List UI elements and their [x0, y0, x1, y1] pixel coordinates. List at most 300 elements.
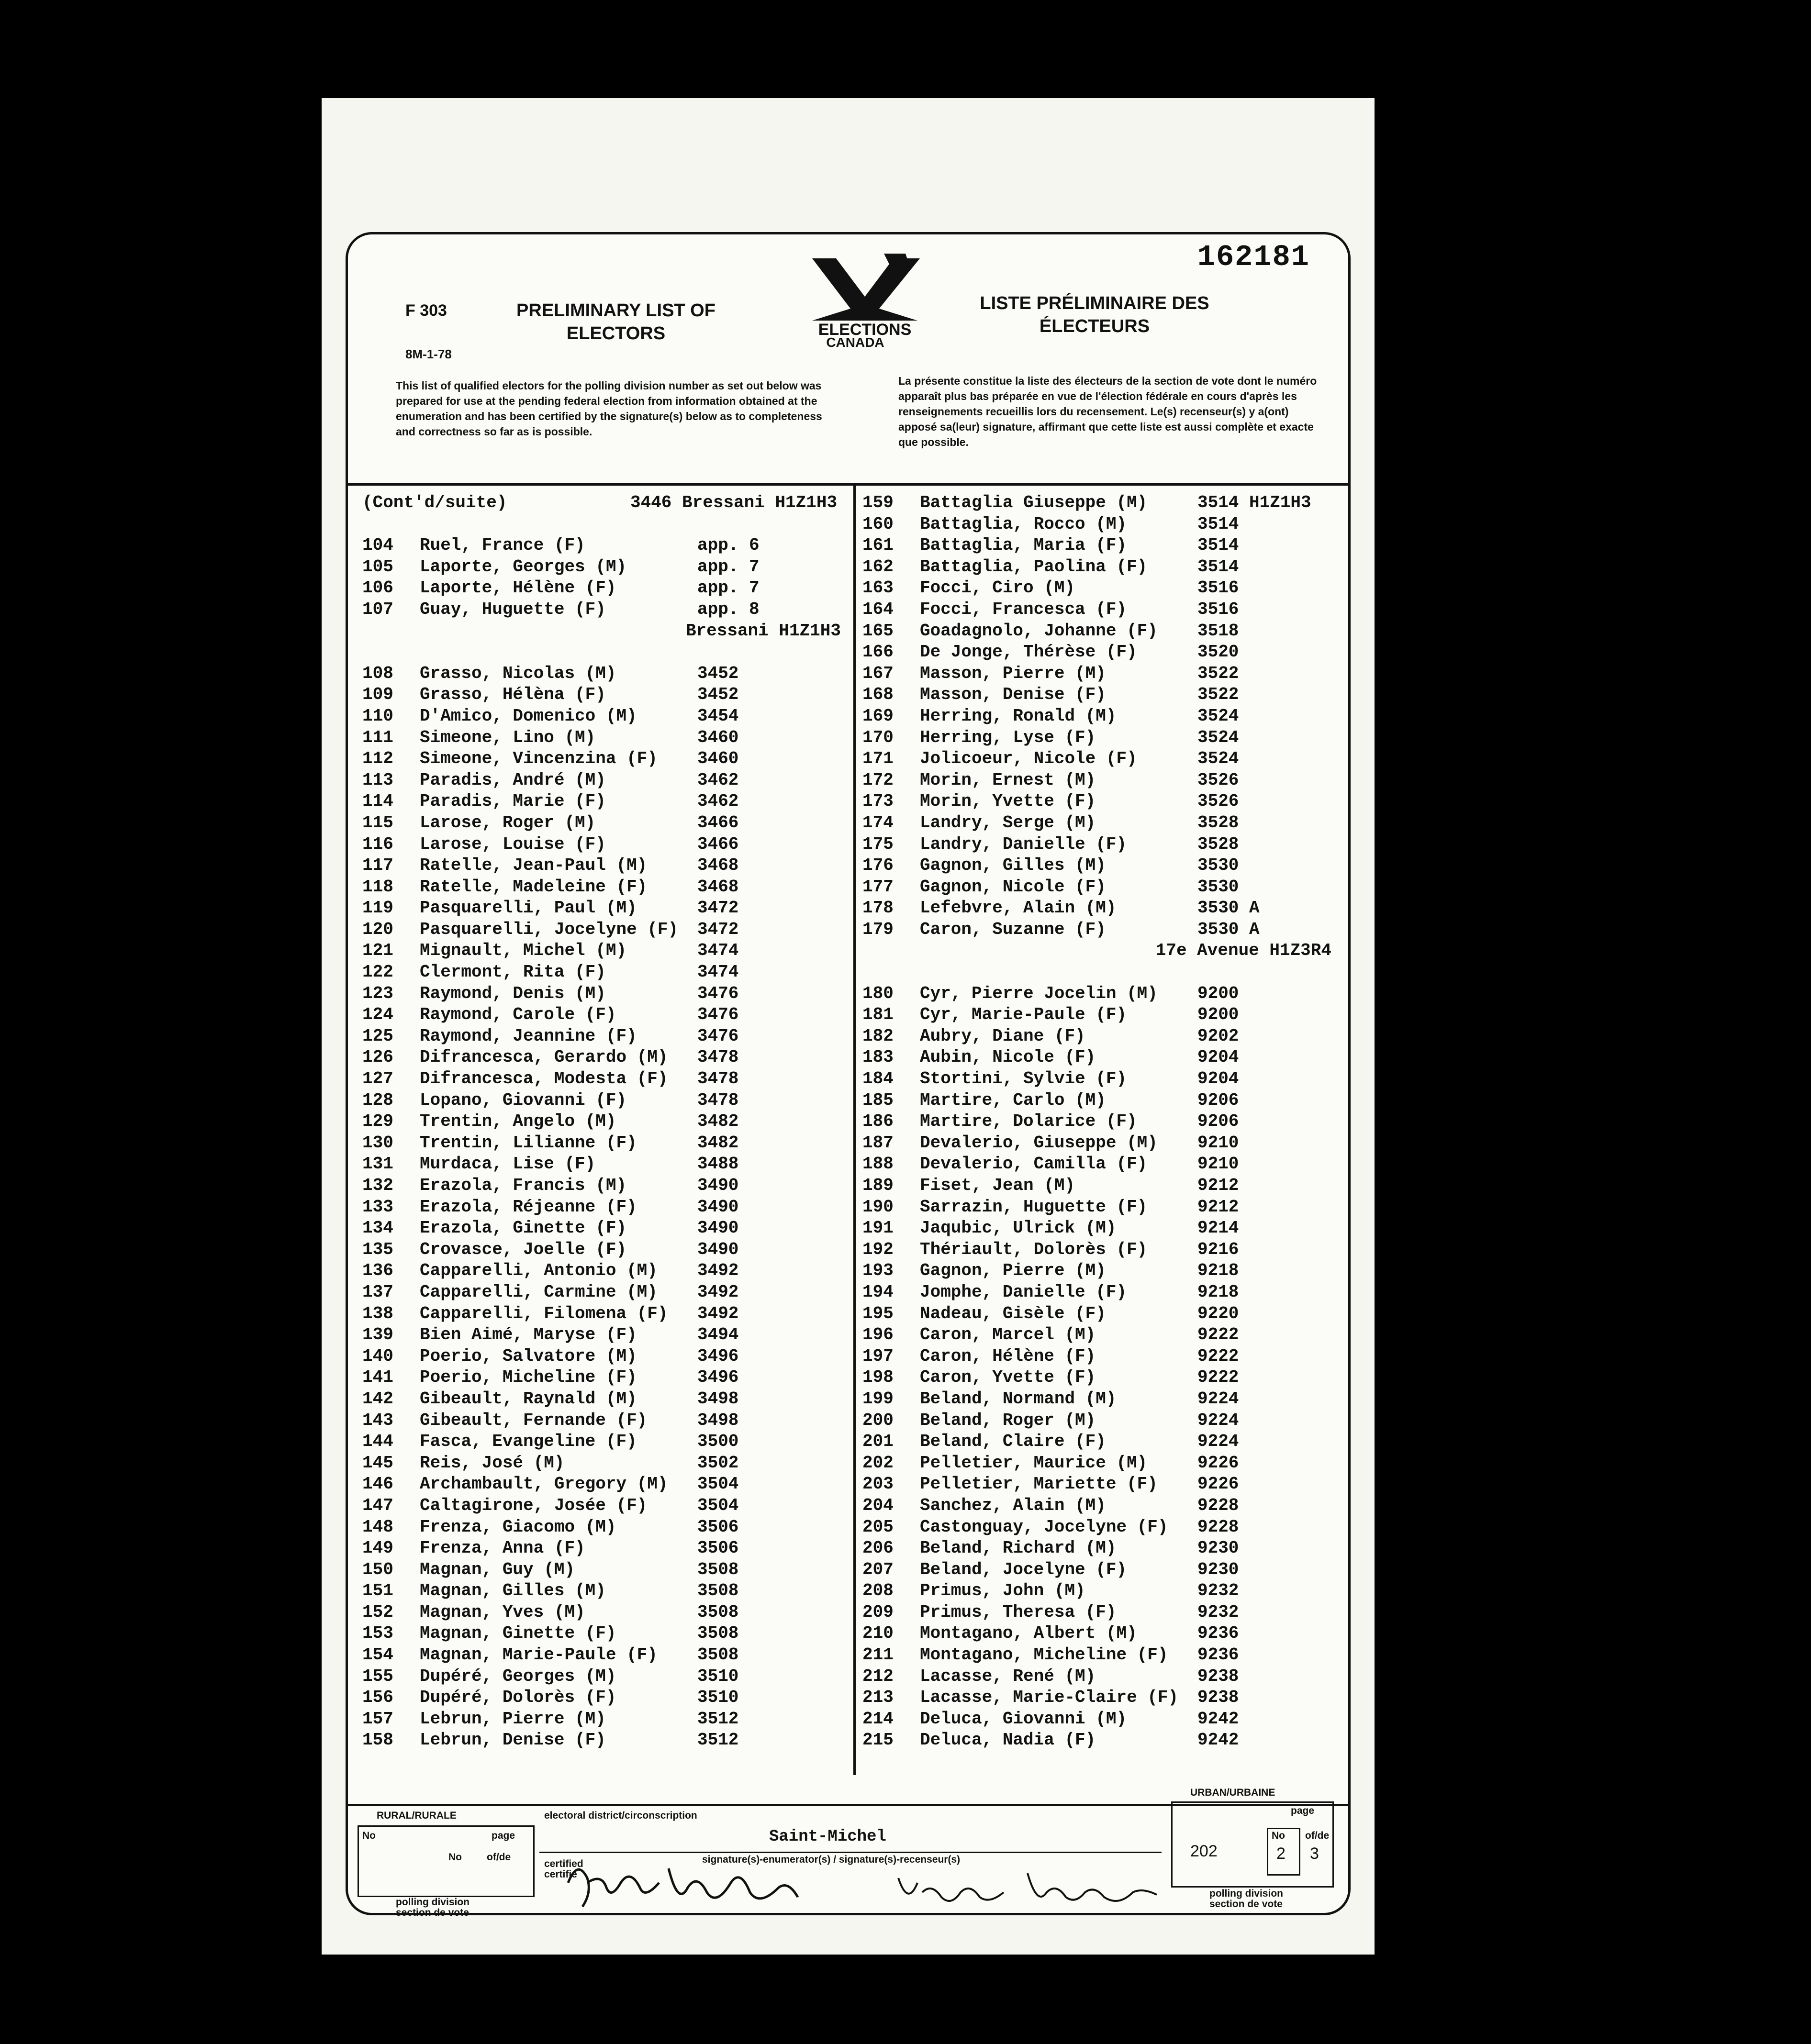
elector-row [362, 813, 850, 834]
elector-number: 195 [862, 1303, 894, 1323]
elector-name: Difrancesca, Modesta (F) [420, 1069, 668, 1089]
elector-address: 3530 A [1197, 919, 1260, 939]
elector-address: 3466 [697, 812, 739, 833]
elector-address: 3498 [697, 1389, 739, 1409]
elector-address: 3530 [1197, 855, 1239, 876]
elector-row [862, 514, 1341, 536]
elector-address: 9228 [1197, 1495, 1239, 1515]
elector-number: 158 [362, 1730, 393, 1750]
elector-name: Magnan, Yves (M) [420, 1602, 585, 1622]
elector-number: 146 [362, 1474, 393, 1494]
elector-row [362, 749, 850, 770]
elector-number: 212 [862, 1666, 894, 1686]
elector-row [862, 1069, 1341, 1090]
elector-number: 159 [862, 493, 894, 512]
elector-number: 140 [362, 1346, 393, 1366]
elector-address: 9232 [1197, 1602, 1239, 1622]
elector-number: 178 [862, 898, 894, 918]
elector-address: 3490 [697, 1197, 739, 1217]
elector-address: 3518 [1197, 621, 1239, 641]
elector-name: Caron, Hélène (F) [920, 1346, 1096, 1366]
elector-number: 206 [862, 1538, 894, 1558]
elector-number: 170 [862, 727, 894, 747]
elector-name: Caron, Marcel (M) [920, 1325, 1096, 1345]
rural-no-label: No [362, 1830, 376, 1841]
continued-label: (Cont'd/suite) [362, 493, 507, 512]
elector-name: Fasca, Evangeline (F) [420, 1432, 637, 1452]
elector-address: 3492 [697, 1303, 739, 1323]
elector-name: Aubin, Nicole (F) [920, 1047, 1096, 1067]
elector-number: 148 [362, 1517, 393, 1537]
elector-name: Devalerio, Giuseppe (M) [920, 1133, 1158, 1153]
elector-row [362, 1623, 850, 1645]
elector-address: 9216 [1197, 1239, 1239, 1259]
elector-name: Simeone, Lino (M) [420, 727, 596, 747]
elector-number: 107 [362, 599, 393, 619]
elector-name: Lefebvre, Alain (M) [920, 898, 1117, 918]
elector-address: 9206 [1197, 1111, 1239, 1132]
elector-name: Beland, Richard (M) [920, 1538, 1117, 1558]
elector-row [862, 834, 1341, 856]
elector-number: 117 [362, 855, 393, 876]
elector-row [862, 1474, 1341, 1496]
elector-name: Pelletier, Maurice (M) [920, 1453, 1148, 1473]
elector-row [362, 1197, 850, 1219]
elector-row [362, 791, 850, 813]
elector-row [362, 962, 850, 984]
elector-name: Grasso, Hélèna (F) [420, 685, 606, 705]
elector-number: 192 [862, 1239, 894, 1259]
elector-name: Larose, Roger (M) [420, 812, 596, 833]
elector-number: 151 [362, 1581, 393, 1601]
elector-name: Morin, Ernest (M) [920, 770, 1096, 790]
elector-row [362, 1517, 850, 1539]
elector-address: 9242 [1197, 1709, 1239, 1729]
elector-row [862, 728, 1341, 749]
elector-row [862, 1176, 1341, 1197]
elector-row [362, 1389, 850, 1411]
elector-name: Magnan, Ginette (F) [420, 1623, 616, 1644]
elector-number: 116 [362, 834, 393, 854]
elector-row [862, 1645, 1341, 1666]
elector-address: 9206 [1197, 1090, 1239, 1110]
elector-address: 3462 [697, 770, 739, 790]
elector-number: 176 [862, 855, 894, 876]
elector-address: 3526 [1197, 770, 1239, 790]
elector-address: 3472 [697, 898, 739, 918]
continued-address: 3446 Bressani H1Z1H3 [630, 493, 838, 512]
elector-row [362, 1047, 850, 1069]
elector-row [362, 664, 850, 685]
elector-address: 3504 [697, 1474, 739, 1494]
elector-number: 202 [862, 1453, 894, 1473]
elector-name: Martire, Carlo (M) [920, 1090, 1106, 1110]
elector-number: 162 [862, 556, 894, 577]
elector-row [362, 1069, 850, 1090]
elector-name: Pasquarelli, Paul (M) [420, 898, 637, 918]
elector-name: Caron, Suzanne (F) [920, 919, 1106, 939]
urban-page-label: page [1291, 1805, 1315, 1816]
right-group-2 [862, 984, 1341, 1752]
elector-row [362, 855, 850, 877]
elector-name: Magnan, Guy (M) [420, 1559, 575, 1579]
elector-name: Paradis, André (M) [420, 770, 606, 790]
elector-address: 3488 [697, 1154, 739, 1174]
elector-row [862, 1047, 1341, 1069]
elector-number: 154 [362, 1645, 393, 1665]
elector-row [862, 1197, 1341, 1219]
elector-name: Cyr, Pierre Jocelin (M) [920, 983, 1158, 1003]
elector-number: 125 [362, 1026, 393, 1046]
elector-number: 166 [862, 642, 894, 662]
elector-row [862, 1154, 1341, 1176]
elector-number: 215 [862, 1730, 894, 1750]
elector-address: 3482 [697, 1111, 739, 1132]
elector-row [862, 855, 1341, 877]
elector-row [362, 1346, 850, 1368]
elector-number: 134 [362, 1218, 393, 1238]
rural-label: RURAL/RURALE [377, 1810, 457, 1821]
elector-name: Primus, Theresa (F) [920, 1602, 1117, 1622]
elector-address: 3522 [1197, 663, 1239, 683]
elector-number: 122 [362, 962, 393, 982]
elector-number: 165 [862, 621, 894, 641]
elector-row [362, 578, 850, 600]
elector-name: Capparelli, Carmine (M) [420, 1282, 658, 1302]
elector-address: 9232 [1197, 1581, 1239, 1601]
elector-number: 168 [862, 685, 894, 705]
elector-address: app. 7 [697, 556, 760, 577]
elector-row [362, 1026, 850, 1048]
elector-name: Raymond, Denis (M) [420, 983, 606, 1003]
elector-number: 120 [362, 919, 393, 939]
elector-name: Crovasce, Joelle (F) [420, 1239, 627, 1259]
elector-number: 155 [362, 1666, 393, 1686]
elector-row [362, 898, 850, 920]
elector-row [862, 1346, 1341, 1368]
elector-row [862, 770, 1341, 792]
elector-row [862, 1389, 1341, 1411]
elector-name: Montagano, Albert (M) [920, 1623, 1137, 1644]
elector-number: 200 [862, 1410, 894, 1430]
elector-number: 153 [362, 1623, 393, 1644]
elector-address: 3494 [697, 1325, 739, 1345]
elector-row [862, 1709, 1341, 1731]
elector-row [862, 1282, 1341, 1304]
elector-row [862, 813, 1341, 834]
urban-of-label: of/de [1305, 1830, 1330, 1841]
elector-number: 121 [362, 941, 393, 961]
elector-number: 185 [862, 1090, 894, 1110]
elector-name: Battaglia, Paolina (F) [920, 556, 1148, 577]
elector-row [862, 1623, 1341, 1645]
elector-address: 3452 [697, 685, 739, 705]
elector-number: 110 [362, 706, 393, 726]
elector-row [862, 685, 1341, 706]
elector-address: 3506 [697, 1517, 739, 1537]
elector-number: 210 [862, 1623, 894, 1644]
elector-name: Caron, Yvette (F) [920, 1367, 1096, 1388]
elector-row [362, 557, 850, 578]
elector-address: 3514 [1197, 514, 1239, 534]
elector-address: 9230 [1197, 1559, 1239, 1579]
elector-number: 131 [362, 1154, 393, 1174]
elector-address: 9224 [1197, 1432, 1239, 1452]
elector-row [862, 1133, 1341, 1155]
elector-address: 3520 [1197, 642, 1239, 662]
elector-list-form [346, 232, 1351, 1918]
logo-text-line1: ELECTIONS [818, 321, 912, 339]
enumerator-signature-2 [894, 1864, 1162, 1916]
rural-no2-label: No [448, 1852, 462, 1863]
elector-number: 201 [862, 1432, 894, 1452]
elector-name: Bien Aimé, Maryse (F) [420, 1325, 637, 1345]
elector-address: 3526 [1197, 791, 1239, 811]
elector-address: 9238 [1197, 1666, 1239, 1686]
page-total: 3 [1310, 1844, 1319, 1863]
document-page [322, 98, 1375, 1955]
elector-address: 3506 [697, 1538, 739, 1558]
elector-name: Difrancesca, Gerardo (M) [420, 1047, 668, 1067]
elector-row [862, 1325, 1341, 1346]
elector-name: Clermont, Rita (F) [420, 962, 606, 982]
elector-row [862, 1261, 1341, 1282]
elector-number: 171 [862, 749, 894, 769]
elector-number: 205 [862, 1517, 894, 1537]
elector-address: 3508 [697, 1623, 739, 1644]
elector-name: Paradis, Marie (F) [420, 791, 606, 811]
elector-number: 104 [362, 535, 393, 555]
elector-address: 3474 [697, 941, 739, 961]
elector-address: 3468 [697, 877, 739, 897]
elector-number: 113 [362, 770, 393, 790]
elector-address: 3530 A [1197, 898, 1260, 918]
elector-row [362, 1709, 850, 1731]
elector-name: Capparelli, Antonio (M) [420, 1261, 658, 1281]
elector-name: Grasso, Nicolas (M) [420, 663, 616, 683]
logo-text-line2: CANADA [826, 335, 884, 349]
description-english: This list of qualified electors for the polling division number as set out below was prepared for use at the pending federal election from information obtained at the enumeration and has been certified by the signature(s) below as to completeness and correctness so far as is possible. [396, 379, 822, 438]
elector-address: app. 8 [697, 599, 760, 619]
elector-number: 181 [862, 1005, 894, 1025]
left-column [362, 493, 850, 1752]
street-heading-bressani: Bressani H1Z1H3 [685, 621, 841, 641]
elector-name: Raymond, Jeannine (F) [420, 1026, 637, 1046]
elector-number: 145 [362, 1453, 393, 1473]
elector-row [362, 770, 850, 792]
elector-number: 184 [862, 1069, 894, 1089]
elector-name: Landry, Serge (M) [920, 812, 1096, 833]
elector-name: Gagnon, Pierre (M) [920, 1261, 1106, 1281]
elections-canada-logo [803, 249, 927, 349]
elector-row [362, 1538, 850, 1560]
elector-address: 3508 [697, 1602, 739, 1622]
elector-row [862, 706, 1341, 728]
elector-number: 142 [362, 1389, 393, 1409]
elector-address: 3508 [697, 1645, 739, 1665]
elector-number: 106 [362, 578, 393, 598]
elector-number: 141 [362, 1367, 393, 1388]
elector-row [862, 791, 1341, 813]
elector-number: 198 [862, 1367, 894, 1388]
elector-address: 9226 [1197, 1453, 1239, 1473]
elector-address: 9228 [1197, 1517, 1239, 1537]
elector-address: 9200 [1197, 1005, 1239, 1025]
elector-name: Laporte, Hélène (F) [420, 578, 616, 598]
elector-row [362, 1282, 850, 1304]
elector-name: Morin, Yvette (F) [920, 791, 1096, 811]
serial-number: 162181 [1197, 240, 1310, 274]
elector-name: Poerio, Salvatore (M) [420, 1346, 637, 1366]
elector-number: 157 [362, 1709, 393, 1729]
elector-number: 137 [362, 1282, 393, 1302]
elector-name: Herring, Lyse (F) [920, 727, 1096, 747]
elector-address: 9238 [1197, 1688, 1239, 1708]
elector-row [862, 1432, 1341, 1453]
elector-name: Jolicoeur, Nicole (F) [920, 749, 1137, 769]
elector-row [362, 1496, 850, 1517]
elector-name: Caltagirone, Josée (F) [420, 1495, 648, 1515]
right-column [862, 493, 1341, 1752]
elector-name: Lacasse, René (M) [920, 1666, 1096, 1686]
rural-polling-division-label: polling division section de vote [396, 1897, 470, 1918]
elector-address: 3530 [1197, 877, 1239, 897]
elector-name: De Jonge, Thérèse (F) [920, 642, 1137, 662]
elector-name: Landry, Danielle (F) [920, 834, 1127, 854]
elector-row [362, 600, 850, 621]
elector-row [862, 1367, 1341, 1389]
rural-of-label: of/de [487, 1852, 511, 1863]
elector-row [362, 834, 850, 856]
elector-name: Nadeau, Gisèle (F) [920, 1303, 1106, 1323]
elector-row [362, 941, 850, 962]
elector-address: 3466 [697, 834, 739, 854]
elector-number: 183 [862, 1047, 894, 1067]
elector-name: Mignault, Michel (M) [420, 941, 627, 961]
elector-name: Goadagnolo, Johanne (F) [920, 621, 1158, 641]
elector-number: 135 [362, 1239, 393, 1259]
elector-row [862, 1666, 1341, 1688]
elector-number: 209 [862, 1602, 894, 1622]
street-heading-17e-avenue: 17e Avenue H1Z3R4 [1155, 941, 1331, 961]
elector-row [862, 1560, 1341, 1581]
elector-row [362, 1688, 850, 1709]
elector-address: 3476 [697, 1005, 739, 1025]
elector-number: 190 [862, 1197, 894, 1217]
elector-number: 149 [362, 1538, 393, 1558]
elector-address: 3514 H1Z1H3 [1197, 493, 1311, 512]
elector-name: Gagnon, Nicole (F) [920, 877, 1106, 897]
elector-row [362, 984, 850, 1005]
elector-name: Martire, Dolarice (F) [920, 1111, 1137, 1132]
polling-division-number: 202 [1190, 1842, 1218, 1860]
page-number: 2 [1276, 1844, 1286, 1863]
elector-address: 3500 [697, 1432, 739, 1452]
elector-address: 3508 [697, 1559, 739, 1579]
elector-row [862, 1240, 1341, 1261]
elector-name: Pasquarelli, Jocelyne (F) [420, 919, 679, 939]
elector-address: 9218 [1197, 1282, 1239, 1302]
elector-address: 3524 [1197, 749, 1239, 769]
elector-number: 177 [862, 877, 894, 897]
elector-row [362, 1090, 850, 1112]
elector-address: 9230 [1197, 1538, 1239, 1558]
elector-row [362, 706, 850, 728]
elector-number: 193 [862, 1261, 894, 1281]
elector-address: 9212 [1197, 1176, 1239, 1195]
elector-number: 172 [862, 770, 894, 790]
elector-name: Larose, Louise (F) [420, 834, 606, 854]
elector-number: 204 [862, 1495, 894, 1515]
elector-name: Battaglia Giuseppe (M) [920, 493, 1148, 512]
elector-number: 194 [862, 1282, 894, 1302]
elector-number: 143 [362, 1410, 393, 1430]
form-number: F 303 [405, 301, 447, 320]
elector-row [862, 1005, 1341, 1026]
form-footer [348, 1787, 1348, 1920]
elector-row [862, 1496, 1341, 1517]
elector-name: Frenza, Anna (F) [420, 1538, 585, 1558]
elector-address: 3514 [1197, 535, 1239, 555]
elector-name: Sanchez, Alain (M) [920, 1495, 1106, 1515]
elector-number: 160 [862, 514, 894, 534]
elector-address: 3512 [697, 1730, 739, 1750]
elector-name: Deluca, Giovanni (M) [920, 1709, 1127, 1729]
elector-name: Lopano, Giovanni (F) [420, 1090, 627, 1110]
elector-row [862, 1090, 1341, 1112]
elector-name: Laporte, Georges (M) [420, 556, 627, 577]
elector-address: 9204 [1197, 1047, 1239, 1067]
elector-row [862, 1730, 1341, 1752]
elector-row [362, 1111, 850, 1133]
elector-row [362, 1154, 850, 1176]
elector-address: 3460 [697, 727, 739, 747]
elector-row [862, 535, 1341, 557]
elector-address: 9236 [1197, 1645, 1239, 1665]
elector-address: 9222 [1197, 1367, 1239, 1388]
elector-row [862, 664, 1341, 685]
elector-address: 9242 [1197, 1730, 1239, 1750]
elector-address: 3510 [697, 1688, 739, 1708]
elector-address: 9200 [1197, 983, 1239, 1003]
elector-number: 187 [862, 1133, 894, 1153]
elector-number: 213 [862, 1688, 894, 1708]
elector-address: 9204 [1197, 1069, 1239, 1089]
elector-row [362, 1645, 850, 1666]
elector-name: Focci, Francesca (F) [920, 599, 1127, 619]
elector-name: Thériault, Dolorès (F) [920, 1239, 1148, 1259]
elector-number: 208 [862, 1581, 894, 1601]
elector-address: 3512 [697, 1709, 739, 1729]
elector-address: 9220 [1197, 1303, 1239, 1323]
elector-name: Herring, Ronald (M) [920, 706, 1117, 726]
elector-row [362, 1474, 850, 1496]
elector-row [362, 1411, 850, 1432]
elector-name: Devalerio, Camilla (F) [920, 1154, 1148, 1174]
elector-name: Aubry, Diane (F) [920, 1026, 1085, 1046]
elector-number: 111 [362, 727, 393, 747]
elector-address: 3490 [697, 1239, 739, 1259]
elector-row [862, 920, 1341, 941]
elector-number: 173 [862, 791, 894, 811]
elector-number: 130 [362, 1133, 393, 1153]
elector-address: 9202 [1197, 1026, 1239, 1046]
elector-name: Magnan, Marie-Paule (F) [420, 1645, 658, 1665]
elector-number: 112 [362, 749, 393, 769]
elector-row [862, 877, 1341, 899]
elector-name: Montagano, Micheline (F) [920, 1645, 1168, 1665]
elector-name: Trentin, Lilianne (F) [420, 1133, 637, 1153]
